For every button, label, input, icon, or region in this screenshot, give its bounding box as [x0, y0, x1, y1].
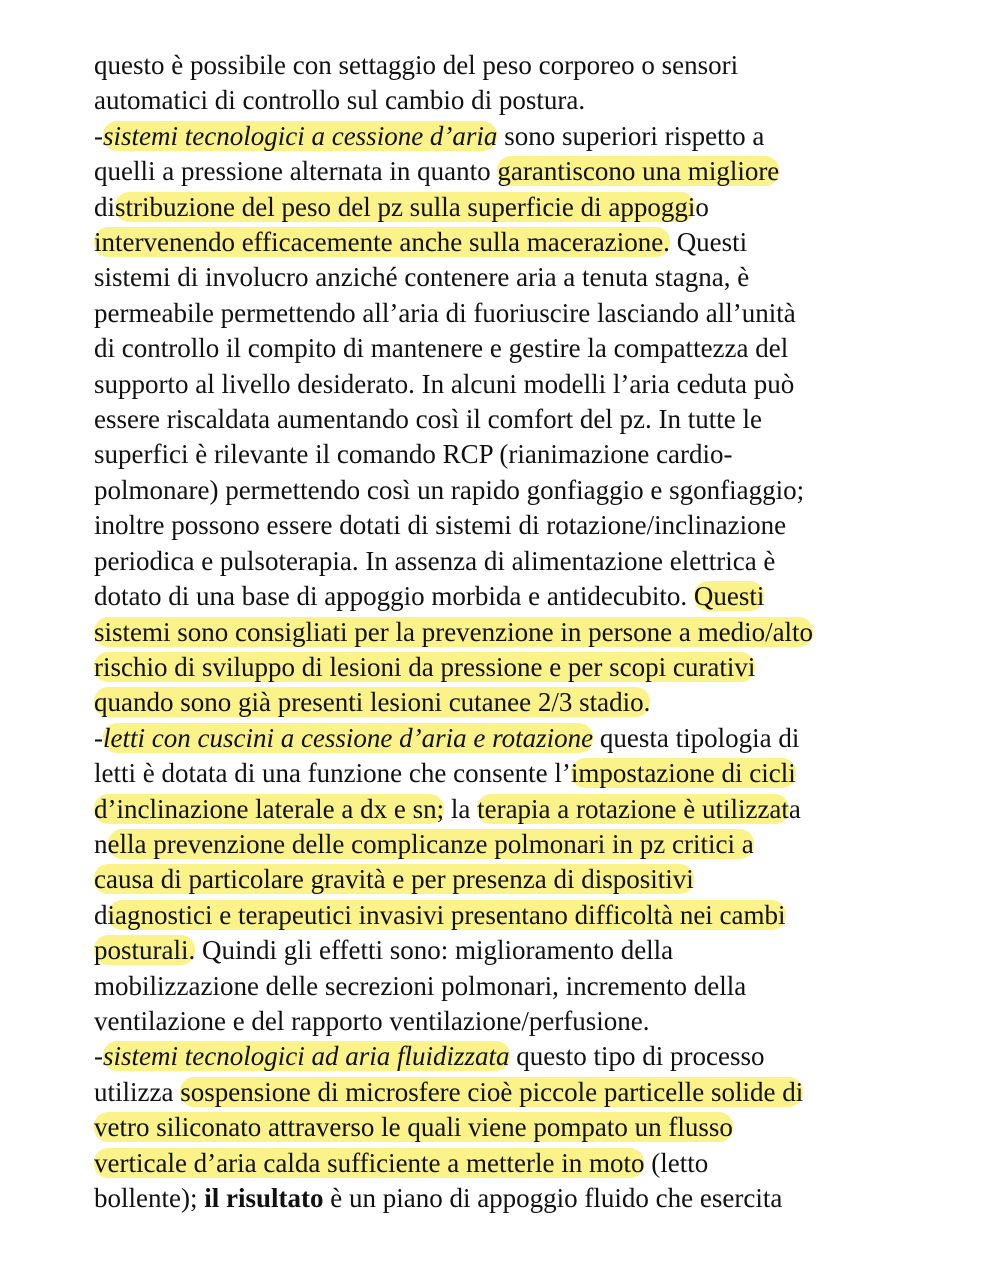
text-line — [94, 190, 910, 225]
text-segment: ventilazione e del rapporto ventilazione/perfusione. — [94, 1005, 650, 1036]
text-segment: questo tipo di processo — [509, 1041, 765, 1072]
highlighted-text: sistemi sono consigliati per la prevenzione in persone a medio/alto — [94, 616, 814, 647]
text-segment: essere riscaldata aumentando così il comfort del pz. In tutte le — [94, 404, 762, 435]
text-segment: sistemi di involucro anziché contenere aria a tenuta stagna, è — [94, 262, 750, 293]
text-line — [94, 367, 910, 402]
highlighted-text: sistemi tecnologici a cessione d’aria — [103, 120, 498, 151]
text-segment: permeabile permettendo all’aria di fuoriuscire lasciando all’unità — [94, 297, 796, 328]
text-line — [94, 650, 910, 685]
text-line — [94, 1075, 910, 1110]
text-line — [94, 615, 910, 650]
text-segment: inoltre possono essere dotati di sistemi di rotazione/inclinazione — [94, 510, 787, 541]
text-line — [94, 721, 910, 756]
text-line — [94, 437, 910, 472]
bold-text: il risultato — [204, 1183, 324, 1213]
text-line — [94, 508, 910, 543]
text-segment: polmonare) permettendo così un rapido gonfiaggio e sgonfiaggio; — [94, 474, 805, 505]
text-segment: di controllo il compito di mantenere e gestire la compattezza del — [94, 333, 789, 364]
text-segment: sono superiori rispetto a — [497, 120, 765, 151]
highlighted-text: sospensione di microsfere cioè piccole particelle solide di — [180, 1076, 804, 1107]
text-line — [94, 1039, 910, 1074]
highlighted-text: rischio di sviluppo di lesioni da pressione e per scopi curativi — [94, 651, 756, 682]
text-segment: - — [94, 1041, 103, 1072]
highlighted-text: garantiscono una migliore — [497, 156, 780, 187]
highlighted-text: letti con cuscini a cessione d’aria e rotazione — [103, 722, 594, 753]
text-line — [94, 83, 910, 118]
text-segment: - — [94, 120, 103, 151]
text-segment: Quindi gli effetti sono: miglioramento della — [195, 935, 674, 966]
text-segment: d — [94, 899, 108, 930]
text-segment: periodica e pulsoterapia. In assenza di alimentazione elettrica è — [94, 545, 776, 576]
highlighted-text: stribuzione del peso del pz sulla superficie di appoggi — [115, 191, 696, 222]
text-line — [94, 119, 910, 154]
text-line — [94, 260, 910, 295]
text-line — [94, 544, 910, 579]
highlighted-text: d’inclinazione laterale a dx e sn; — [94, 793, 445, 824]
highlighted-text: impostazione di cicli — [570, 758, 796, 789]
highlighted-text: ella prevenzione delle complicanze polmonari in pz critici a — [107, 828, 754, 859]
text-line — [94, 1146, 910, 1181]
text-line — [94, 969, 910, 1004]
text-segment: Questi — [669, 227, 748, 258]
highlighted-text: vetro siliconato attraverso le quali viene pompato un flusso — [94, 1112, 733, 1143]
text-line — [94, 402, 910, 437]
text-line — [94, 1181, 910, 1216]
document-body-text — [94, 48, 910, 1216]
text-segment: n — [94, 828, 108, 859]
text-line — [94, 792, 910, 827]
text-line — [94, 898, 910, 933]
text-line — [94, 685, 910, 720]
highlighted-text: verticale d’aria calda sufficiente a metterle in moto — [94, 1147, 645, 1178]
text-segment: - — [94, 722, 103, 753]
text-segment: bollente); — [94, 1183, 205, 1213]
highlighted-text: sistemi tecnologici ad aria fluidizzata — [103, 1041, 510, 1072]
text-segment: mobilizzazione delle secrezioni polmonari, incremento della — [94, 970, 747, 1001]
text-segment: o — [695, 191, 709, 222]
text-line — [94, 331, 910, 366]
text-segment: (letto — [644, 1147, 709, 1178]
text-line — [94, 296, 910, 331]
text-segment: utilizza — [94, 1076, 181, 1107]
text-line — [94, 154, 910, 189]
text-segment: questo è possibile con settaggio del peso corporeo o sensori — [94, 50, 739, 80]
highlighted-text: posturali. — [94, 935, 196, 966]
highlighted-text: quando sono già presenti lesioni cutanee 2/3 stadio. — [94, 687, 651, 718]
text-line — [94, 579, 910, 614]
highlighted-text: Questi — [693, 581, 765, 612]
text-line — [94, 1110, 910, 1145]
highlighted-text: terapia a rotazione è utilizzat — [477, 793, 789, 824]
highlighted-text: causa di particolare gravità e per presenza di dispositivi — [94, 864, 694, 895]
text-segment: supporto al livello desiderato. In alcuni modelli l’aria ceduta può — [94, 368, 795, 399]
text-line — [94, 473, 910, 508]
text-segment: è un piano di appoggio fluido che esercita — [323, 1183, 783, 1213]
text-segment: quelli a pressione alternata in quanto — [94, 156, 498, 187]
text-line — [94, 756, 910, 791]
text-segment: questa tipologia di — [593, 722, 800, 753]
text-line — [94, 1004, 910, 1039]
text-segment: superfici è rilevante il comando RCP (rianimazione cardio- — [94, 439, 733, 470]
text-line — [94, 827, 910, 862]
text-line — [94, 933, 910, 968]
text-line — [94, 225, 910, 260]
highlighted-text: iagnostici e terapeutici invasivi presentano difficoltà nei cambi — [107, 899, 786, 930]
text-line — [94, 48, 910, 83]
text-segment: automatici di controllo sul cambio di postura. — [94, 85, 586, 116]
text-segment: dotato di una base di appoggio morbida e antidecubito. — [94, 581, 694, 612]
text-segment: di — [94, 191, 116, 222]
text-segment: letti è dotata di una funzione che consente l’ — [94, 758, 571, 789]
highlighted-text: intervenendo efficacemente anche sulla macerazione. — [94, 227, 670, 258]
text-segment: la — [444, 793, 478, 824]
text-segment: a — [788, 793, 801, 824]
text-line — [94, 862, 910, 897]
